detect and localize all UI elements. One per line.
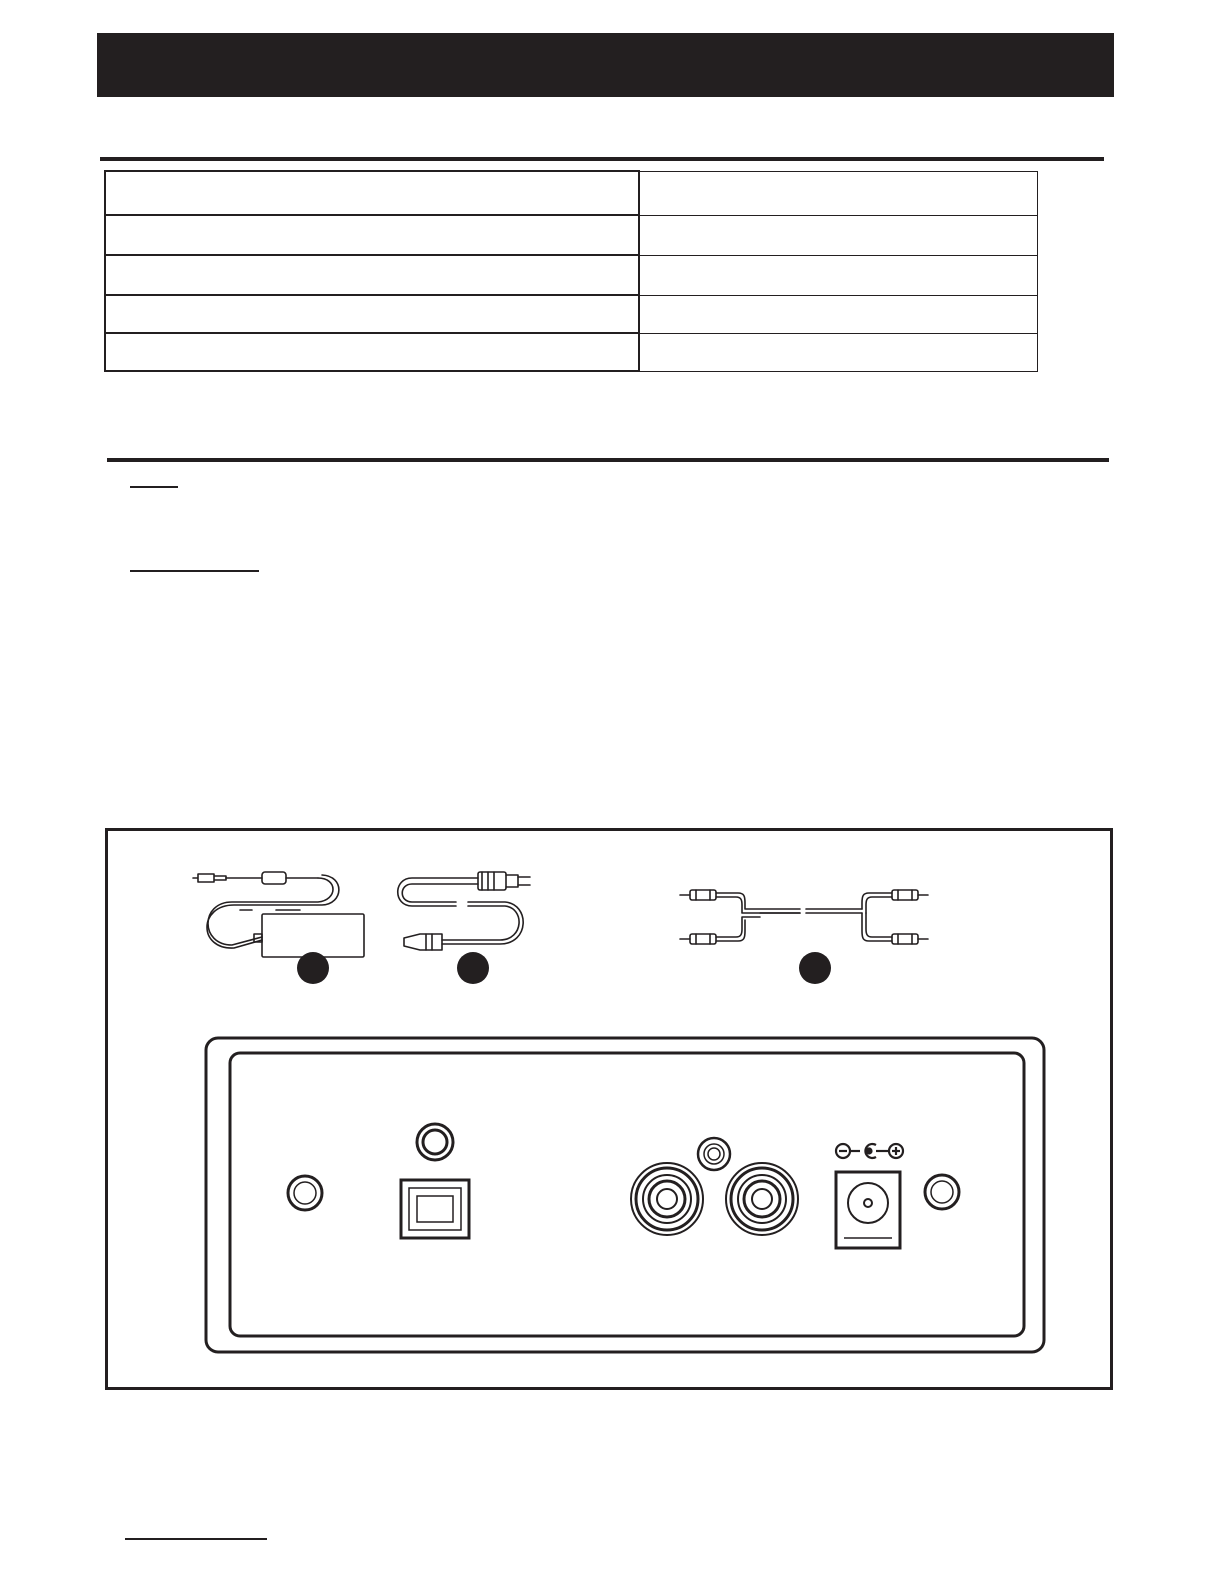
indicator-light-icon bbox=[417, 1124, 453, 1160]
rca-cable-icon bbox=[680, 890, 928, 944]
right-screw-icon bbox=[925, 1175, 959, 1209]
power-cord-icon bbox=[398, 872, 530, 950]
rca-output-right-icon bbox=[726, 1163, 798, 1235]
item-3-badge bbox=[799, 952, 831, 984]
rear-panel bbox=[206, 1038, 1044, 1352]
item-1-badge bbox=[297, 952, 329, 984]
item-2-badge bbox=[457, 952, 489, 984]
rca-output-left-icon bbox=[631, 1163, 703, 1235]
polarity-icon bbox=[836, 1144, 903, 1158]
optical-input-port-icon bbox=[401, 1180, 469, 1238]
power-adapter-icon bbox=[193, 872, 364, 957]
footer-link-underline bbox=[125, 1538, 267, 1540]
dc-power-jack-icon bbox=[836, 1172, 900, 1248]
left-screw-icon bbox=[288, 1176, 322, 1210]
ground-terminal-icon bbox=[698, 1138, 730, 1170]
